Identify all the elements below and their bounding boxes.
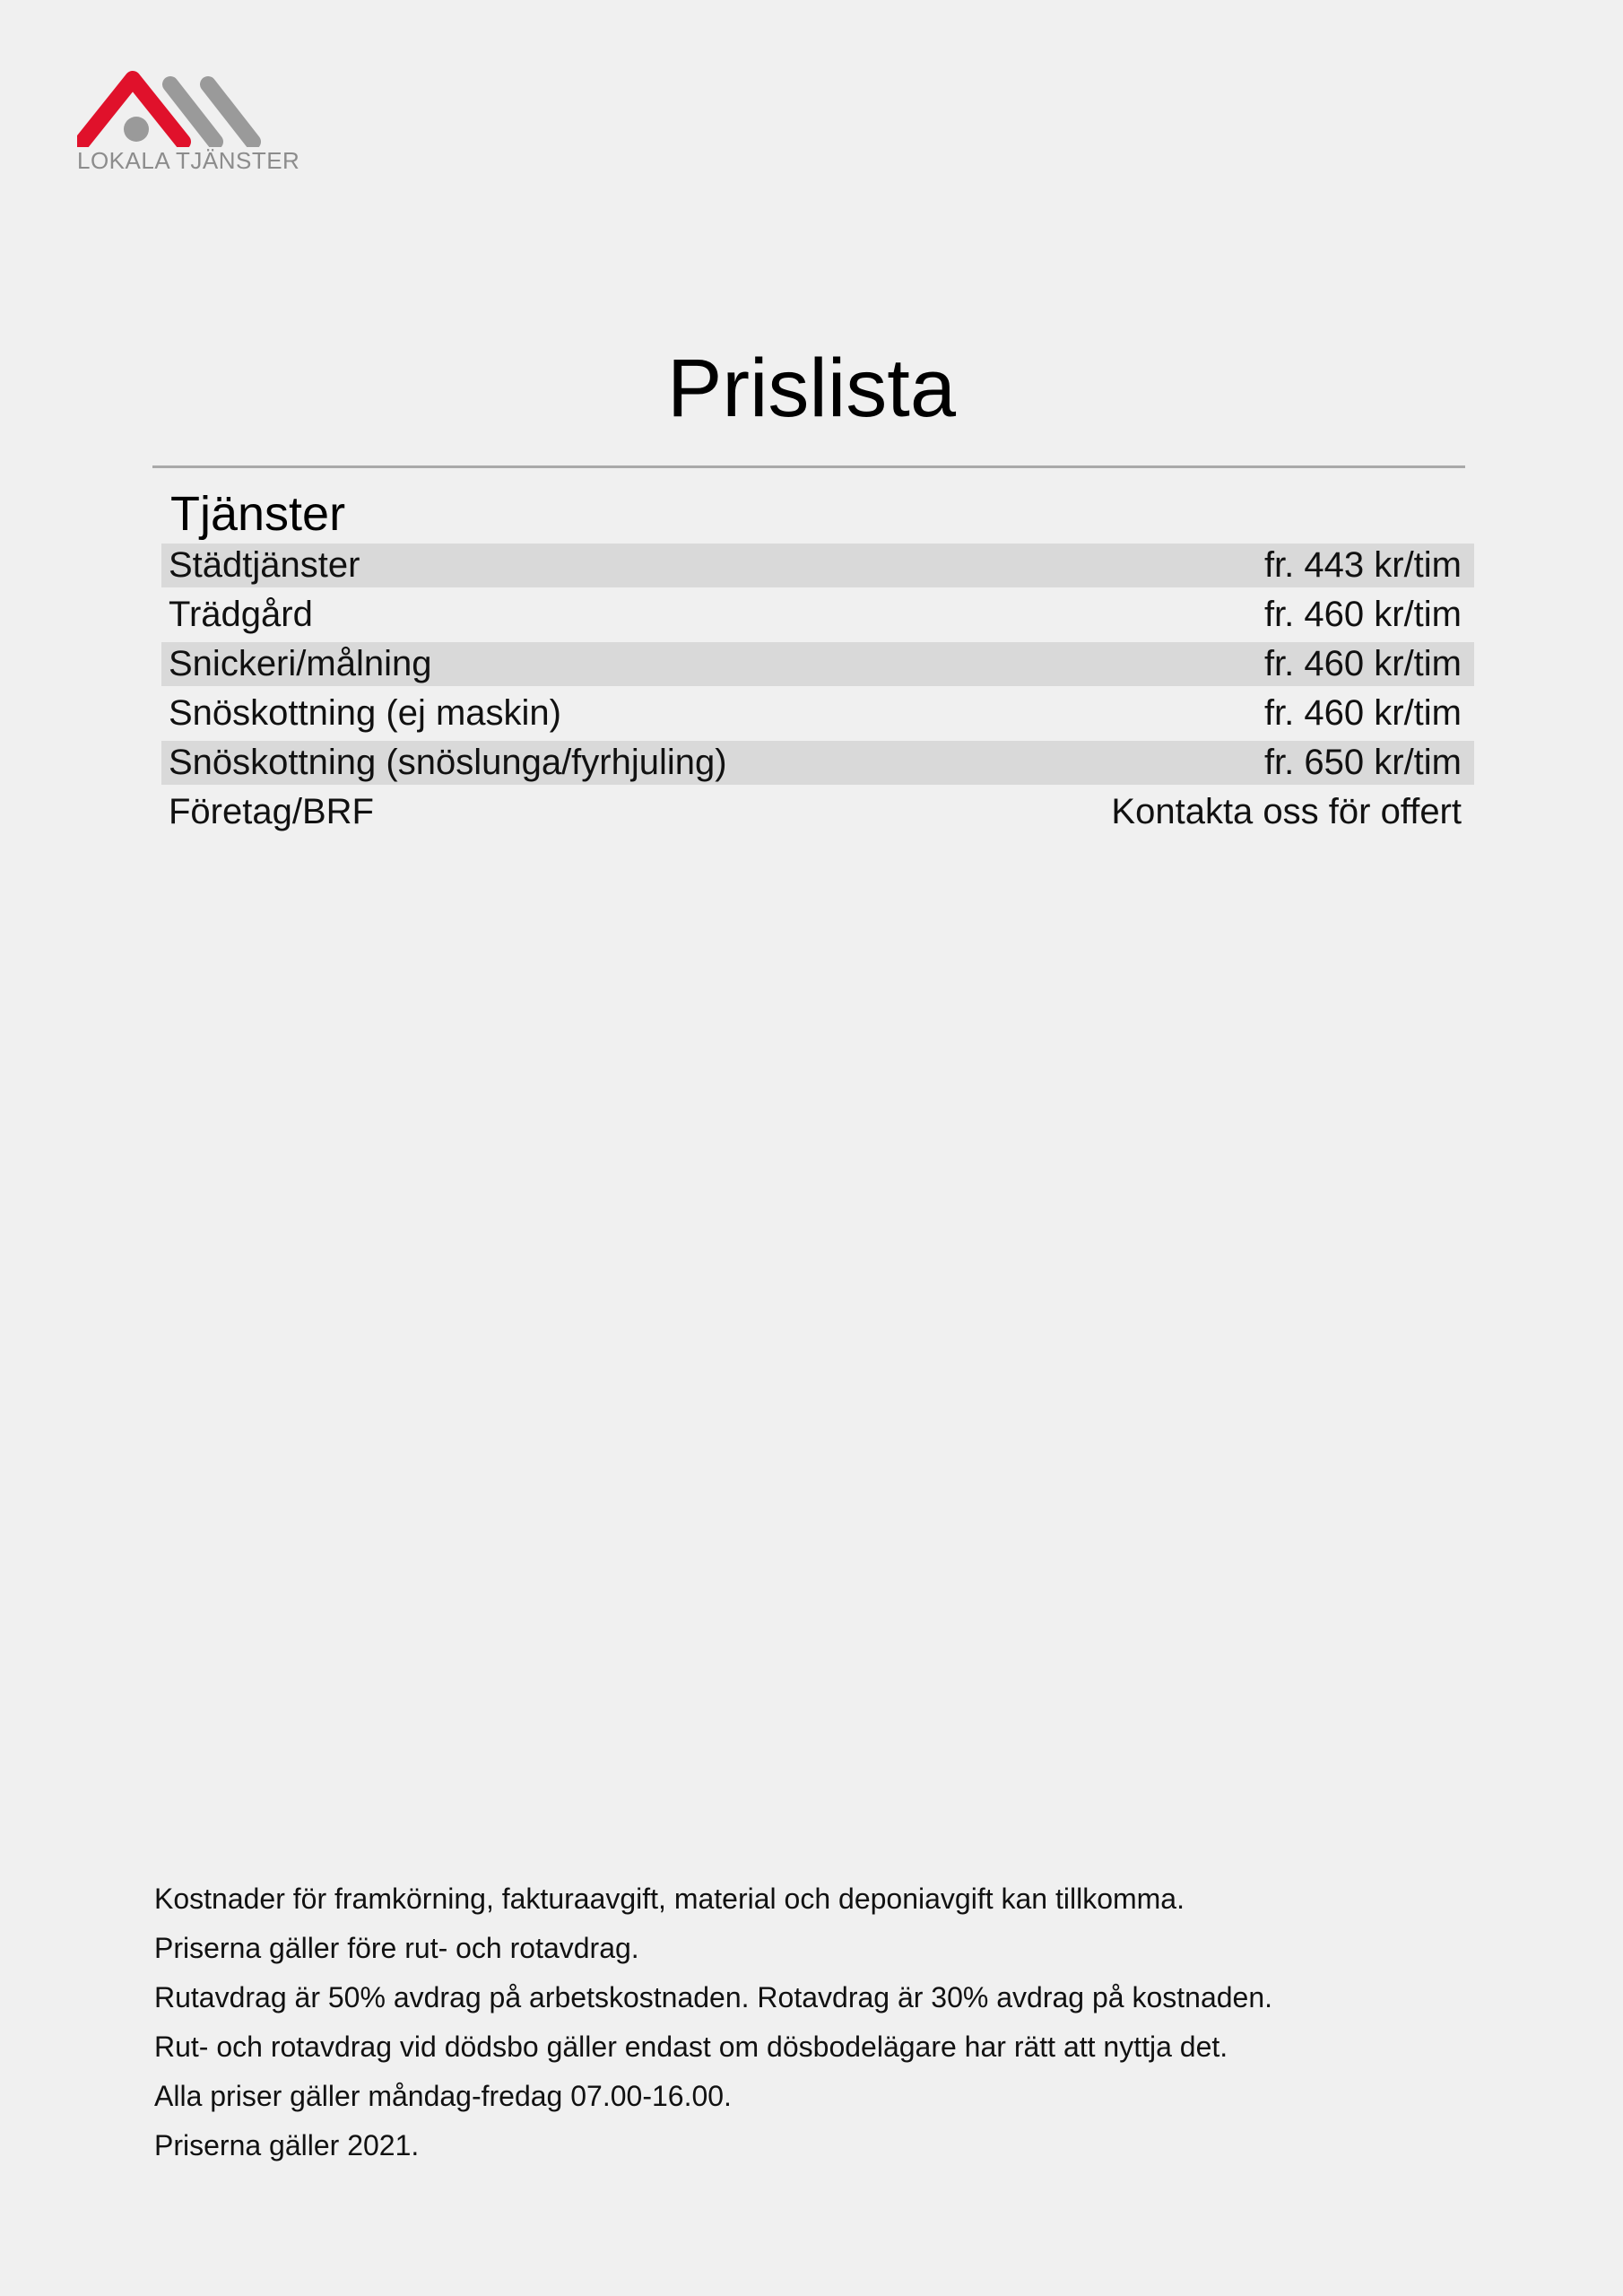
service-price: fr. 460 kr/tim bbox=[1263, 595, 1462, 634]
service-price: fr. 460 kr/tim bbox=[1263, 644, 1462, 683]
price-row bbox=[161, 691, 1474, 735]
note-line: Rut- och rotavdrag vid dödsbo gäller endast om dösbodelägare har rätt att nyttja det. bbox=[154, 2031, 1228, 2063]
service-name: Företag/BRF bbox=[169, 792, 374, 831]
service-name: Städtjänster bbox=[169, 545, 360, 585]
service-name: Snöskottning (ej maskin) bbox=[169, 693, 561, 733]
service-price: fr. 443 kr/tim bbox=[1263, 545, 1462, 585]
house-logo-icon bbox=[77, 66, 278, 147]
price-row bbox=[161, 741, 1474, 785]
logo-text: LOKALA TJÄNSTER bbox=[77, 147, 300, 174]
title-divider bbox=[152, 465, 1465, 468]
price-table bbox=[161, 544, 1474, 839]
price-row bbox=[161, 642, 1474, 686]
price-row bbox=[161, 544, 1474, 587]
price-notes bbox=[154, 1874, 1499, 2170]
note-line: Priserna gäller 2021. bbox=[154, 2129, 420, 2161]
service-name: Trädgård bbox=[169, 595, 313, 634]
service-price: fr. 460 kr/tim bbox=[1263, 693, 1462, 733]
note-line: Kostnader för framkörning, fakturaavgift, material och deponiavgift kan tillkomma. bbox=[154, 1883, 1185, 1915]
company-logo bbox=[77, 66, 300, 174]
note-line: Alla priser gäller måndag-fredag 07.00-16.00. bbox=[154, 2080, 732, 2112]
section-heading: Tjänster bbox=[170, 487, 346, 541]
note-line: Priserna gäller före rut- och rotavdrag. bbox=[154, 1932, 639, 1964]
service-name: Snöskottning (snöslunga/fyrhjuling) bbox=[169, 743, 727, 782]
service-price: fr. 650 kr/tim bbox=[1263, 743, 1462, 782]
page-title: Prislista bbox=[666, 343, 957, 434]
price-row bbox=[161, 593, 1474, 637]
service-name: Snickeri/målning bbox=[169, 644, 432, 683]
price-row bbox=[161, 790, 1474, 834]
note-line: Rutavdrag är 50% avdrag på arbetskostnaden. Rotavdrag är 30% avdrag på kostnaden. bbox=[154, 1981, 1273, 2013]
service-price: Kontakta oss för offert bbox=[1111, 792, 1462, 831]
